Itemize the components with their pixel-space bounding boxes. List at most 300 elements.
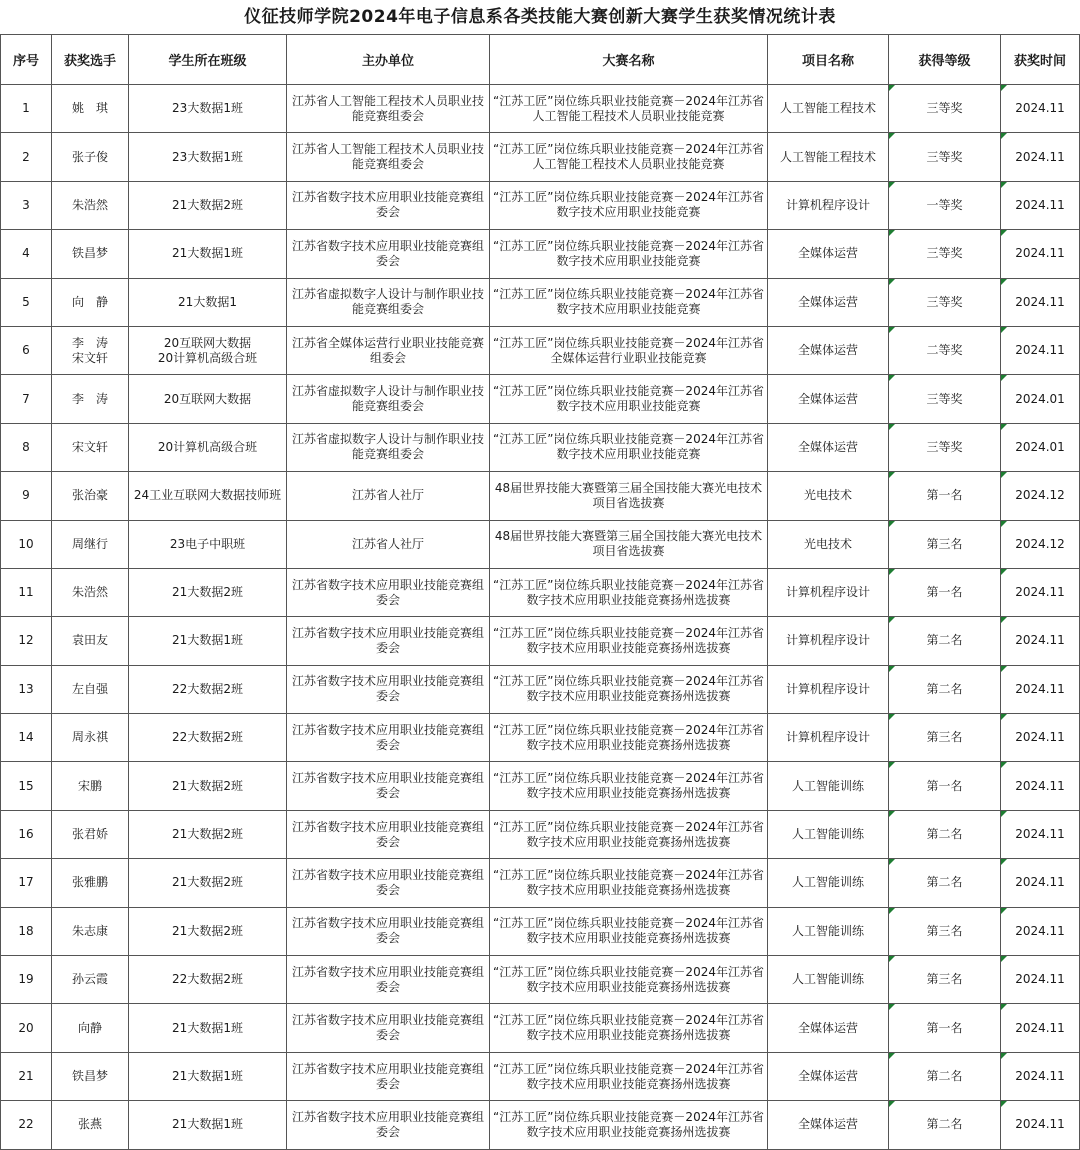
comment-marker-icon [889, 617, 895, 623]
cell-time [1001, 907, 1080, 955]
cell-name-text: 李 涛 [71, 391, 108, 406]
cell-contest [490, 568, 768, 616]
comment-marker-icon [1001, 1004, 1007, 1010]
cell-no-text: 8 [22, 439, 30, 454]
cell-name-text: 周继行 [71, 536, 108, 551]
cell-name-text: 张燕 [77, 1117, 102, 1132]
cell-name-text: 张雅鹏 [71, 875, 108, 890]
cell-level [889, 1052, 1001, 1100]
cell-organizer [287, 665, 490, 713]
header-organizer: 主办单位 [287, 35, 490, 85]
table-row [1, 568, 1080, 616]
table-row [1, 85, 1080, 133]
cell-no [1, 520, 52, 568]
cell-time-text: 2024.11 [1015, 875, 1065, 890]
cell-item [768, 230, 889, 278]
table-title: 仪征技师学院2024年电子信息系各类技能大赛创新大赛学生获奖情况统计表 [244, 7, 836, 27]
cell-time [1001, 1052, 1080, 1100]
comment-marker-icon [1001, 327, 1007, 333]
cell-contest-text: 48届世界技能大赛暨第三届全国技能大赛光电技术项目省选拔赛 [494, 480, 763, 510]
cell-name [52, 810, 129, 858]
cell-organizer-text: 江苏省数字技术应用职业技能竞赛组委会 [291, 819, 484, 849]
cell-name-text: 张治豪 [71, 488, 108, 503]
cell-contest [490, 278, 768, 326]
cell-time-text: 2024.11 [1015, 730, 1065, 745]
cell-organizer-text: 江苏省虚拟数字人设计与制作职业技能竞赛组委会 [291, 432, 484, 462]
cell-organizer [287, 520, 490, 568]
comment-marker-icon [1001, 133, 1007, 139]
cell-no-text: 6 [22, 343, 30, 358]
cell-time-text: 2024.11 [1015, 585, 1065, 600]
table-row [1, 375, 1080, 423]
cell-no-text: 3 [22, 197, 30, 212]
comment-marker-icon [1001, 230, 1007, 236]
comment-marker-icon [889, 908, 895, 914]
table-row [1, 810, 1080, 858]
cell-item-text: 人工智能训练 [791, 875, 864, 890]
cell-name-text: 朱浩然 [71, 585, 108, 600]
comment-marker-icon [1001, 424, 1007, 430]
cell-time [1001, 1101, 1080, 1149]
cell-item [768, 665, 889, 713]
cell-contest [490, 810, 768, 858]
cell-contest [490, 230, 768, 278]
cell-name [52, 956, 129, 1004]
cell-level [889, 230, 1001, 278]
table-row [1, 472, 1080, 520]
cell-organizer [287, 568, 490, 616]
cell-name-text: 宋文轩 [71, 439, 108, 454]
cell-class-text-second: 20计算机高级合班 [157, 350, 258, 365]
cell-class-text: 23大数据1班 [172, 149, 243, 164]
cell-name-text: 向静 [77, 1020, 102, 1035]
comment-marker-icon [889, 569, 895, 575]
cell-item [768, 181, 889, 229]
cell-contest [490, 665, 768, 713]
comment-marker-icon [889, 1053, 895, 1059]
cell-no [1, 1101, 52, 1149]
comment-marker-icon [889, 714, 895, 720]
cell-time [1001, 956, 1080, 1004]
cell-name [52, 617, 129, 665]
cell-contest [490, 1101, 768, 1149]
cell-no [1, 907, 52, 955]
cell-name-text: 张子俊 [71, 149, 108, 164]
cell-time [1001, 1004, 1080, 1052]
cell-organizer [287, 278, 490, 326]
cell-item-text: 全媒体运营 [797, 246, 858, 261]
cell-class-text: 24工业互联网大数据技师班 [133, 488, 282, 503]
cell-item [768, 1004, 889, 1052]
comment-marker-icon [1001, 617, 1007, 623]
header-contest: 大赛名称 [490, 35, 768, 85]
cell-no-text: 14 [18, 730, 34, 745]
comment-marker-icon [1001, 182, 1007, 188]
cell-name-text: 向 静 [71, 294, 108, 309]
cell-level [889, 278, 1001, 326]
cell-organizer-text: 江苏省数字技术应用职业技能竞赛组委会 [291, 1109, 484, 1139]
cell-class-text: 21大数据1班 [172, 1069, 243, 1083]
cell-contest [490, 956, 768, 1004]
cell-class-text: 21大数据2班 [172, 197, 243, 212]
cell-level [889, 762, 1001, 810]
cell-organizer [287, 956, 490, 1004]
cell-no [1, 1004, 52, 1052]
cell-organizer [287, 714, 490, 762]
cell-class-text: 21大数据2班 [172, 827, 243, 842]
cell-time [1001, 472, 1080, 520]
comment-marker-icon [1001, 1053, 1007, 1059]
cell-contest [490, 714, 768, 762]
cell-item-text: 全媒体运营 [797, 343, 858, 358]
cell-class [129, 714, 287, 762]
cell-class-text: 20互联网大数据 [163, 335, 252, 350]
cell-level [889, 617, 1001, 665]
cell-organizer-text: 江苏省虚拟数字人设计与制作职业技能竞赛组委会 [291, 287, 484, 317]
cell-organizer [287, 230, 490, 278]
cell-item [768, 907, 889, 955]
cell-no [1, 375, 52, 423]
cell-organizer-text: 江苏省数字技术应用职业技能竞赛组委会 [291, 1061, 484, 1091]
header-no: 序号 [1, 35, 52, 85]
comment-marker-icon [1001, 956, 1007, 962]
cell-organizer [287, 1101, 490, 1149]
cell-organizer [287, 762, 490, 810]
cell-level-text: 三等奖 [926, 439, 963, 454]
cell-no-text: 22 [18, 1117, 34, 1132]
cell-contest-text: “江苏工匠”岗位练兵职业技能竞赛－2024年江苏省人工智能工程技术人员职业技能竞赛 [493, 142, 764, 172]
cell-item-text: 计算机程序设计 [785, 585, 870, 600]
cell-level-text: 第三名 [926, 536, 963, 551]
cell-class [129, 907, 287, 955]
cell-time [1001, 520, 1080, 568]
cell-no-text: 16 [18, 827, 34, 842]
cell-name [52, 278, 129, 326]
cell-time [1001, 326, 1080, 374]
cell-level [889, 714, 1001, 762]
cell-level-text: 三等奖 [926, 149, 963, 164]
cell-name [52, 1052, 129, 1100]
cell-level-text: 第一名 [926, 488, 963, 503]
cell-time [1001, 85, 1080, 133]
cell-item-text: 人工智能工程技术 [779, 149, 876, 164]
cell-organizer [287, 423, 490, 471]
comment-marker-icon [1001, 375, 1007, 381]
cell-organizer-text: 江苏省数字技术应用职业技能竞赛组委会 [291, 625, 484, 655]
comment-marker-icon [889, 1101, 895, 1107]
table-row [1, 278, 1080, 326]
cell-name [52, 907, 129, 955]
cell-level [889, 375, 1001, 423]
cell-time-text: 2024.11 [1015, 778, 1065, 793]
cell-no-text: 15 [18, 778, 34, 793]
cell-organizer [287, 617, 490, 665]
cell-name-text: 李 涛 [71, 335, 108, 350]
cell-item-text: 全媒体运营 [797, 1117, 858, 1132]
cell-name-text: 铁昌梦 [71, 246, 108, 261]
cell-contest-text: “江苏工匠”岗位练兵职业技能竞赛－2024年江苏省数字技术应用职业技能竞赛扬州选拔赛 [493, 674, 764, 704]
header-item: 项目名称 [768, 35, 889, 85]
cell-item-text: 光电技术 [803, 488, 852, 503]
cell-contest-text: “江苏工匠”岗位练兵职业技能竞赛－2024年江苏省数字技术应用职业技能竞赛扬州选拔赛 [493, 964, 764, 994]
header-time: 获奖时间 [1001, 35, 1080, 85]
cell-class-text: 21大数据1班 [172, 246, 243, 261]
cell-item-text: 全媒体运营 [797, 1020, 858, 1035]
cell-organizer [287, 907, 490, 955]
cell-item-text: 人工智能训练 [791, 923, 864, 938]
cell-item [768, 326, 889, 374]
cell-item-text: 人工智能训练 [791, 827, 864, 842]
cell-organizer [287, 181, 490, 229]
cell-name [52, 762, 129, 810]
cell-no [1, 810, 52, 858]
comment-marker-icon [1001, 472, 1007, 478]
cell-time-text: 2024.11 [1015, 246, 1065, 261]
cell-organizer-text: 江苏省人社厅 [351, 488, 424, 503]
cell-no-text: 17 [18, 875, 34, 890]
cell-class [129, 665, 287, 713]
cell-organizer-text: 江苏省数字技术应用职业技能竞赛组委会 [291, 190, 484, 220]
cell-no [1, 859, 52, 907]
cell-contest-text: “江苏工匠”岗位练兵职业技能竞赛－2024年江苏省数字技术应用职业技能竞赛扬州选拔赛 [493, 1013, 764, 1043]
comment-marker-icon [1001, 569, 1007, 575]
cell-time [1001, 181, 1080, 229]
cell-organizer [287, 326, 490, 374]
cell-contest [490, 617, 768, 665]
cell-level [889, 423, 1001, 471]
cell-item [768, 375, 889, 423]
table-row [1, 665, 1080, 713]
cell-no [1, 472, 52, 520]
cell-level-text: 第二名 [926, 1117, 963, 1132]
cell-class [129, 1052, 287, 1100]
table-row [1, 423, 1080, 471]
comment-marker-icon [889, 956, 895, 962]
cell-time-text: 2024.11 [1015, 343, 1065, 358]
cell-organizer-text: 江苏省虚拟数字人设计与制作职业技能竞赛组委会 [291, 384, 484, 414]
table-row [1, 956, 1080, 1004]
cell-contest [490, 520, 768, 568]
cell-organizer-text: 江苏省数字技术应用职业技能竞赛组委会 [291, 674, 484, 704]
cell-item [768, 133, 889, 181]
table-row [1, 133, 1080, 181]
cell-item [768, 810, 889, 858]
table-row [1, 1052, 1080, 1100]
cell-item [768, 1052, 889, 1100]
cell-contest-text: “江苏工匠”岗位练兵职业技能竞赛－2024年江苏省人工智能工程技术人员职业技能竞赛 [493, 93, 764, 123]
cell-name-text: 铁昌梦 [71, 1069, 108, 1083]
cell-item-text: 人工智能工程技术 [779, 101, 876, 116]
comment-marker-icon [1001, 714, 1007, 720]
cell-class [129, 472, 287, 520]
cell-name [52, 859, 129, 907]
cell-time [1001, 568, 1080, 616]
header-level: 获得等级 [889, 35, 1001, 85]
cell-organizer-text: 江苏省数字技术应用职业技能竞赛组委会 [291, 964, 484, 994]
table-row [1, 714, 1080, 762]
cell-contest-text: “江苏工匠”岗位练兵职业技能竞赛－2024年江苏省数字技术应用职业技能竞赛 [493, 190, 764, 220]
cell-time-text: 2024.12 [1015, 536, 1065, 551]
cell-contest-text: “江苏工匠”岗位练兵职业技能竞赛－2024年江苏省数字技术应用职业技能竞赛扬州选拔赛 [493, 577, 764, 607]
comment-marker-icon [889, 762, 895, 768]
cell-contest [490, 181, 768, 229]
cell-organizer-text: 江苏省全媒体运营行业职业技能竞赛组委会 [291, 335, 484, 365]
cell-time-text: 2024.11 [1015, 681, 1065, 696]
cell-time [1001, 714, 1080, 762]
cell-item [768, 472, 889, 520]
cell-no-text: 5 [22, 294, 30, 309]
cell-name [52, 665, 129, 713]
cell-level-text: 二等奖 [926, 343, 963, 358]
cell-class [129, 278, 287, 326]
cell-class [129, 1004, 287, 1052]
cell-name [52, 1004, 129, 1052]
cell-no-text: 2 [22, 149, 30, 164]
cell-time [1001, 859, 1080, 907]
table-row [1, 520, 1080, 568]
cell-item-text: 人工智能训练 [791, 972, 864, 987]
cell-item-text: 全媒体运营 [797, 391, 858, 406]
cell-organizer-text: 江苏省数字技术应用职业技能竞赛组委会 [291, 238, 484, 268]
comment-marker-icon [1001, 811, 1007, 817]
cell-level [889, 568, 1001, 616]
cell-organizer [287, 472, 490, 520]
comment-marker-icon [1001, 762, 1007, 768]
cell-name [52, 472, 129, 520]
cell-item [768, 859, 889, 907]
cell-no-text: 18 [18, 923, 34, 938]
cell-time [1001, 133, 1080, 181]
cell-no-text: 4 [22, 246, 30, 261]
comment-marker-icon [889, 666, 895, 672]
cell-class-text: 21大数据2班 [172, 923, 243, 938]
cell-class-text: 22大数据2班 [172, 972, 243, 987]
cell-class-text: 21大数据1班 [172, 633, 243, 648]
comment-marker-icon [889, 1004, 895, 1010]
cell-organizer-text: 江苏省数字技术应用职业技能竞赛组委会 [291, 771, 484, 801]
cell-class [129, 326, 287, 374]
cell-organizer-text: 江苏省人工智能工程技术人员职业技能竞赛组委会 [291, 93, 484, 123]
cell-time-text: 2024.11 [1015, 1117, 1065, 1132]
cell-class [129, 810, 287, 858]
cell-level [889, 907, 1001, 955]
cell-class-text: 21大数据2班 [172, 585, 243, 600]
cell-class-text: 22大数据2班 [172, 730, 243, 745]
cell-no [1, 714, 52, 762]
cell-no-text: 11 [18, 585, 34, 600]
cell-class-text: 21大数据2班 [172, 875, 243, 890]
cell-contest [490, 859, 768, 907]
header-class: 学生所在班级 [129, 35, 287, 85]
cell-contest [490, 762, 768, 810]
cell-contest [490, 472, 768, 520]
cell-contest [490, 133, 768, 181]
cell-time-text: 2024.12 [1015, 488, 1065, 503]
cell-name-text: 左自强 [71, 681, 108, 696]
cell-no-text: 13 [18, 681, 34, 696]
cell-level [889, 181, 1001, 229]
cell-class [129, 85, 287, 133]
cell-item [768, 85, 889, 133]
cell-level-text: 第三名 [926, 972, 963, 987]
cell-time-text: 2024.01 [1015, 439, 1065, 454]
cell-level-text: 第一名 [926, 585, 963, 600]
cell-contest-text: “江苏工匠”岗位练兵职业技能竞赛－2024年江苏省数字技术应用职业技能竞赛 [493, 432, 764, 462]
cell-organizer-text: 江苏省人社厅 [351, 536, 424, 551]
cell-contest-text: “江苏工匠”岗位练兵职业技能竞赛－2024年江苏省数字技术应用职业技能竞赛扬州选拔赛 [493, 819, 764, 849]
comment-marker-icon [889, 133, 895, 139]
cell-item [768, 423, 889, 471]
cell-name [52, 568, 129, 616]
cell-name-text: 朱志康 [71, 923, 108, 938]
cell-organizer-text: 江苏省人工智能工程技术人员职业技能竞赛组委会 [291, 142, 484, 172]
cell-name-text: 孙云霞 [71, 972, 108, 987]
comment-marker-icon [889, 375, 895, 381]
table-row [1, 326, 1080, 374]
cell-contest [490, 423, 768, 471]
header-name: 获奖选手 [52, 35, 129, 85]
cell-contest-text: “江苏工匠”岗位练兵职业技能竞赛－2024年江苏省数字技术应用职业技能竞赛 [493, 384, 764, 414]
cell-no [1, 568, 52, 616]
cell-no-text: 20 [18, 1020, 34, 1035]
comment-marker-icon [889, 521, 895, 527]
table-body [1, 85, 1080, 1150]
cell-contest [490, 907, 768, 955]
table-row [1, 1101, 1080, 1149]
cell-no [1, 423, 52, 471]
cell-item-text: 计算机程序设计 [785, 197, 870, 212]
cell-organizer [287, 810, 490, 858]
comment-marker-icon [889, 182, 895, 188]
cell-level-text: 第一名 [926, 1020, 963, 1035]
cell-level [889, 520, 1001, 568]
cell-time [1001, 665, 1080, 713]
cell-no [1, 1052, 52, 1100]
awards-table [0, 34, 1080, 1150]
cell-item-text: 全媒体运营 [797, 439, 858, 454]
cell-organizer [287, 133, 490, 181]
cell-no-text: 1 [22, 101, 30, 116]
cell-organizer [287, 375, 490, 423]
cell-item [768, 956, 889, 1004]
comment-marker-icon [1001, 279, 1007, 285]
cell-level-text: 第二名 [926, 1069, 963, 1083]
cell-no-text: 19 [18, 972, 34, 987]
cell-no-text: 12 [18, 633, 34, 648]
cell-no [1, 762, 52, 810]
comment-marker-icon [889, 859, 895, 865]
comment-marker-icon [1001, 859, 1007, 865]
cell-time-text: 2024.11 [1015, 294, 1065, 309]
cell-class [129, 181, 287, 229]
cell-item [768, 278, 889, 326]
cell-contest-text: “江苏工匠”岗位练兵职业技能竞赛－2024年江苏省数字技术应用职业技能竞赛扬州选拔赛 [493, 867, 764, 897]
cell-organizer-text: 江苏省数字技术应用职业技能竞赛组委会 [291, 867, 484, 897]
cell-contest-text: “江苏工匠”岗位练兵职业技能竞赛－2024年江苏省数字技术应用职业技能竞赛 [493, 238, 764, 268]
cell-class [129, 1101, 287, 1149]
table-row [1, 230, 1080, 278]
cell-level-text: 三等奖 [926, 246, 963, 261]
cell-contest [490, 1052, 768, 1100]
cell-name [52, 1101, 129, 1149]
cell-name [52, 520, 129, 568]
cell-class [129, 568, 287, 616]
cell-level-text: 第一名 [926, 778, 963, 793]
cell-item-text: 人工智能训练 [791, 778, 864, 793]
cell-name-text: 姚 琪 [71, 101, 108, 116]
cell-no-text: 10 [18, 536, 34, 551]
cell-time-text: 2024.11 [1015, 149, 1065, 164]
